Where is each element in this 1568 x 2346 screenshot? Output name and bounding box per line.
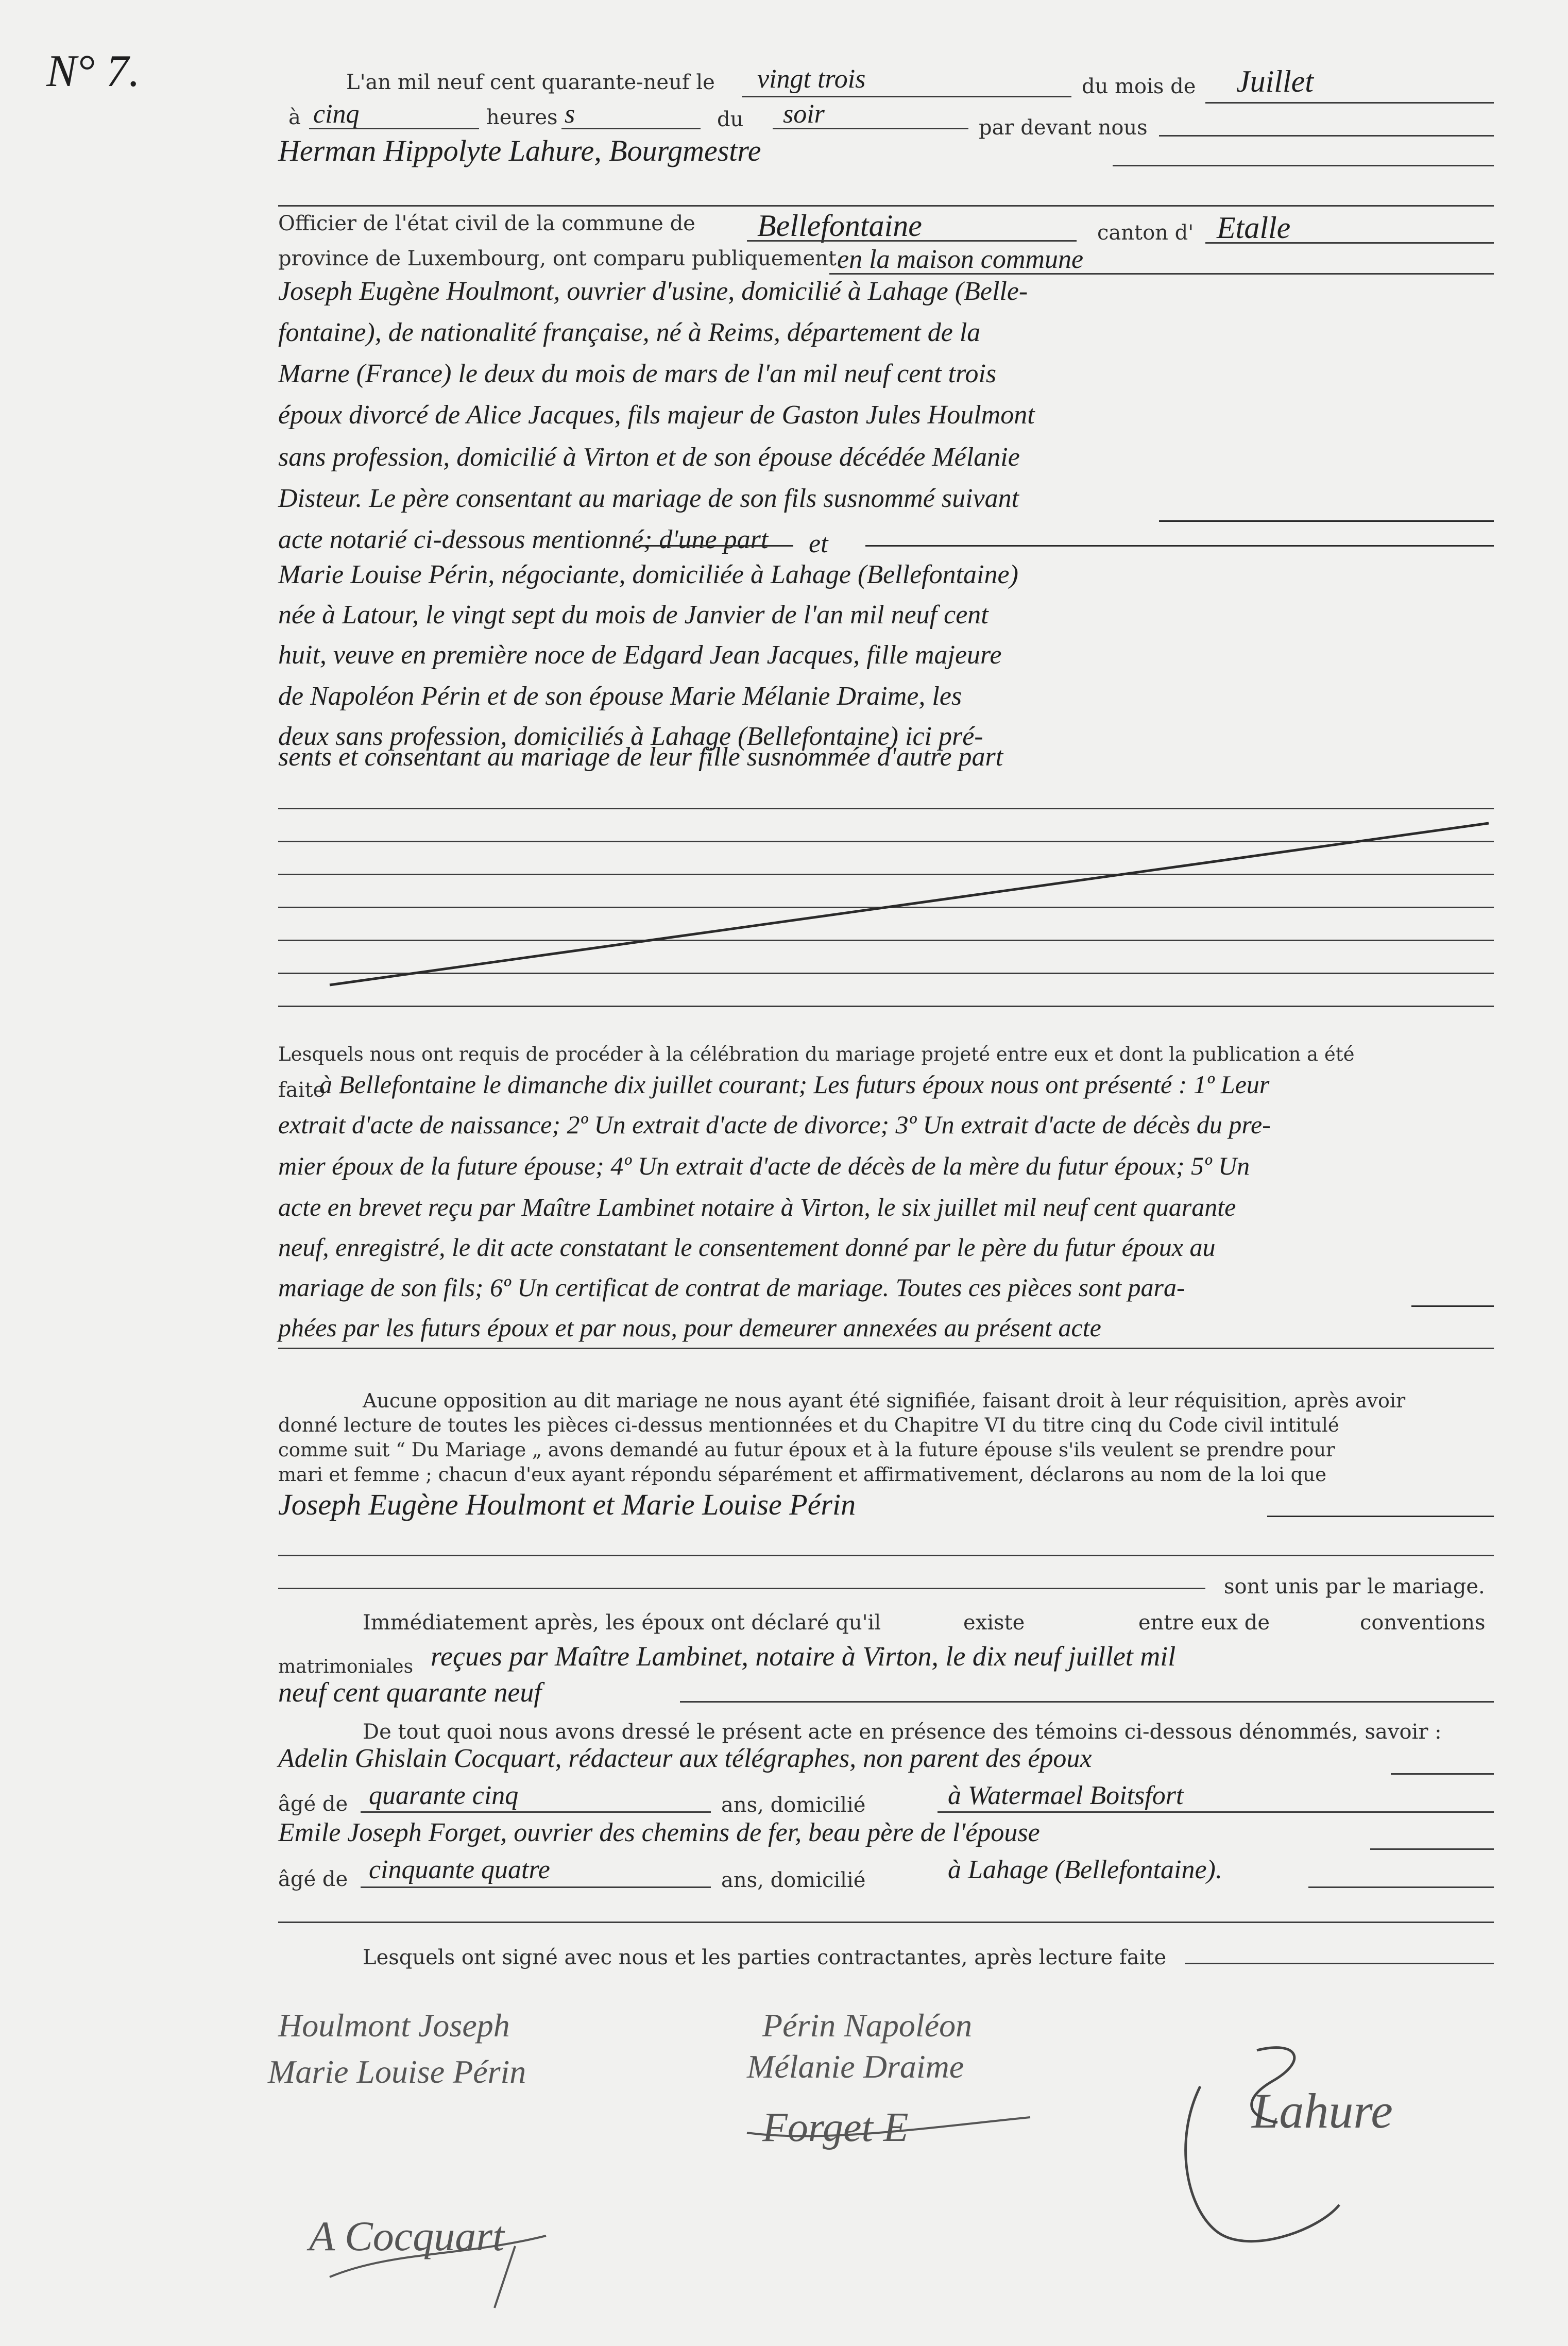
form-devant-label: par devant nous — [979, 116, 1148, 140]
groom-line: acte notarié ci-dessous mentionné; d'une part — [278, 525, 769, 554]
form-province-label: province de Luxembourg, ont comparu publiquement — [278, 247, 837, 270]
entry-conventions: reçues par Maître Lambinet, notaire à Virton, le dix neuf juillet mil — [431, 1641, 1176, 1672]
witness-2-age: cinquante quatre — [369, 1855, 550, 1884]
form-immediatement: Immédiatement après, les époux ont déclaré qu'il — [363, 1611, 881, 1635]
publication-line: à Bellefontaine le dimanche dix juillet courant; Les futurs époux nous ont présenté : 1º Leur — [319, 1070, 1270, 1099]
signature-bride-mother: Mélanie Draime — [747, 2048, 964, 2085]
record-number: N° 7. — [46, 46, 140, 96]
groom-line: fontaine), de nationalité française, né à Reims, département de la — [278, 318, 981, 347]
form-faite: faite — [278, 1078, 326, 1102]
groom-line: époux divorcé de Alice Jacques, fils majeur de Gaston Jules Houlmont — [278, 400, 1035, 430]
bride-line: née à Latour, le vingt sept du mois de Janvier de l'an mil neuf cent — [278, 600, 988, 630]
form-canton-label: canton d' — [1097, 221, 1194, 245]
groom-line: Disteur. Le père consentant au mariage de son fils susnommé suivant — [278, 484, 1019, 513]
form-lesquels-signe: Lesquels ont signé avec nous et les parties contractantes, après lecture faite — [363, 1946, 1167, 1969]
signature-bride-father: Périn Napoléon — [762, 2007, 973, 2044]
form-officer-label: Officier de l'état civil de la commune de — [278, 212, 695, 235]
signature-witness-cocquart: A Cocquart — [309, 2213, 504, 2259]
publication-line: neuf, enregistré, le dit acte constatant le consentement donné par le père du futur époux au — [278, 1233, 1216, 1262]
entry-moment: soir — [783, 99, 825, 129]
form-lesquels: Lesquels nous ont requis de procéder à la célébration du mariage projeté entre eux et dont la publication a été — [278, 1043, 1355, 1065]
form-domicile-label: ans, domicilié — [721, 1793, 866, 1817]
form-aucune: comme suit “ Du Mariage „ avons demandé au futur époux et à la future épouse s'ils veulent se prendre pour — [278, 1439, 1335, 1461]
signature-groom: Houlmont Joseph — [278, 2007, 510, 2044]
entry-conventions-2: neuf cent quarante neuf — [278, 1677, 542, 1708]
groom-line: sans profession, domicilié à Virton et de son épouse décédée Mélanie — [278, 443, 1020, 472]
publication-line: mier époux de la future épouse; 4º Un extrait d'acte de décès de la mère du futur époux; 5º Un — [278, 1151, 1250, 1180]
form-domicile-label: ans, domicilié — [721, 1868, 866, 1892]
witness-1-domicile: à Watermael Boitsfort — [948, 1781, 1184, 1810]
form-entre: entre eux de — [1138, 1611, 1270, 1635]
entry-place: en la maison commune — [837, 245, 1084, 274]
entry-month: Juillet — [1236, 64, 1314, 98]
form-existe: existe — [963, 1611, 1025, 1635]
form-unis: sont unis par le mariage. — [1224, 1575, 1485, 1599]
signature-witness-forget: Forget E — [762, 2105, 909, 2150]
form-time-prefix: à — [288, 106, 301, 129]
publication-line: acte en brevet reçu par Maître Lambinet notaire à Virton, le six juillet mil neuf cent quarante — [278, 1193, 1236, 1221]
bride-line: sents et consentant au mariage de leur fille susnommée d'autre part — [278, 742, 1003, 772]
form-age-label: âgé de — [278, 1867, 348, 1891]
signature-bride: Marie Louise Périn — [268, 2053, 526, 2090]
bride-line: huit, veuve en première noce de Edgard Jean Jacques, fille majeure — [278, 640, 1002, 670]
bride-line: de Napoléon Périn et de son épouse Marie Mélanie Draime, les — [278, 682, 962, 711]
publication-line: mariage de son fils; 6º Un certificat de contrat de mariage. Toutes ces pièces sont para- — [278, 1273, 1185, 1302]
entry-commune: Bellefontaine — [757, 209, 922, 243]
entry-hour: cinq — [313, 99, 360, 129]
witness-2-domicile: à Lahage (Bellefontaine). — [948, 1855, 1222, 1884]
form-matrimoniales: matrimoniales — [278, 1656, 414, 1677]
form-intro: L'an mil neuf cent quarante-neuf le — [346, 71, 715, 94]
form-age-label: âgé de — [278, 1792, 348, 1816]
signature-mayor: Lahure — [1252, 2083, 1393, 2138]
entry-mayor: Herman Hippolyte Lahure, Bourgmestre — [278, 134, 761, 167]
entry-canton: Etalle — [1217, 211, 1291, 245]
entry-minutes: s — [565, 99, 575, 129]
form-aucune: mari et femme ; chacun d'eux ayant répondu séparément et affirmativement, déclarons au nom de la loi que — [278, 1464, 1327, 1486]
bride-line: deux sans profession, domiciliés à Lahage (Bellefontaine) ici pré- — [278, 722, 983, 751]
entry-spouses: Joseph Eugène Houlmont et Marie Louise Périn — [278, 1488, 856, 1521]
form-detout: De tout quoi nous avons dressé le présent acte en présence des témoins ci-dessous dénommés, savoir : — [363, 1720, 1442, 1744]
witness-2: Emile Joseph Forget, ouvrier des chemins de fer, beau père de l'épouse — [278, 1818, 1040, 1847]
groom-line: Marne (France) le deux du mois de mars de l'an mil neuf cent trois — [278, 359, 997, 388]
form-aucune: donné lecture de toutes les pièces ci-dessus mentionnées et du Chapitre VI du titre cinq du Code civil intitulé — [278, 1414, 1339, 1436]
form-conventions: conventions — [1360, 1611, 1486, 1635]
form-du-label: du — [717, 108, 744, 131]
form-hours-label: heures — [486, 106, 558, 129]
entry-day: vingt trois — [757, 64, 866, 94]
entry-et: et — [809, 529, 828, 558]
groom-line: Joseph Eugène Houlmont, ouvrier d'usine, domicilié à Lahage (Belle- — [278, 277, 1028, 306]
bride-line: Marie Louise Périn, négociante, domiciliée à Lahage (Bellefontaine) — [278, 560, 1018, 589]
witness-1-age: quarante cinq — [369, 1781, 519, 1810]
publication-line: phées par les futurs époux et par nous, pour demeurer annexées au présent acte — [278, 1313, 1101, 1342]
publication-line: extrait d'acte de naissance; 2º Un extrait d'acte de divorce; 3º Un extrait d'acte de décès du pre- — [278, 1110, 1271, 1139]
form-month-label: du mois de — [1082, 75, 1196, 98]
form-aucune: Aucune opposition au dit mariage ne nous ayant été signifiée, faisant droit à leur réquisition, après avoir — [363, 1389, 1406, 1412]
witness-1: Adelin Ghislain Cocquart, rédacteur aux télégraphes, non parent des époux — [278, 1744, 1092, 1773]
